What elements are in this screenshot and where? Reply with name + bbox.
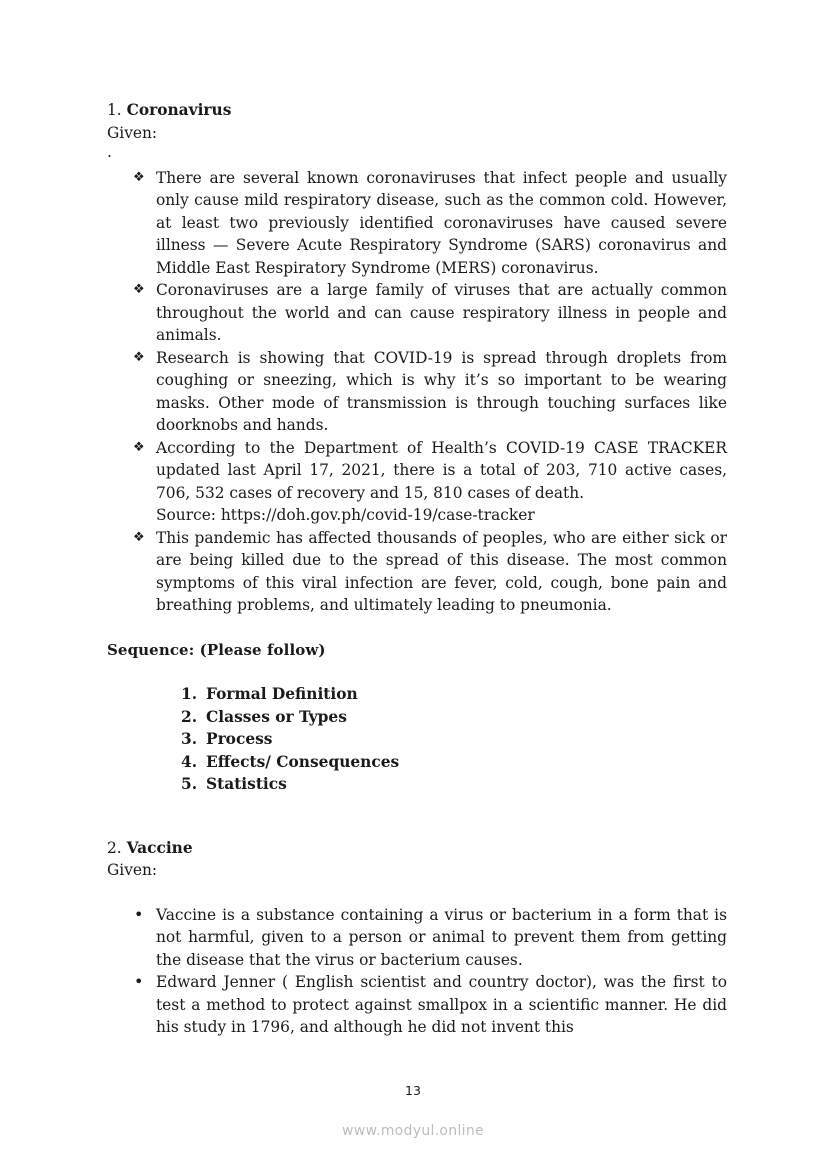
list-item xyxy=(107,971,727,1039)
round-bullet-icon: • xyxy=(134,904,144,924)
spacer xyxy=(107,796,727,837)
sequence-item-number: 1. xyxy=(181,685,198,703)
list-item-text: Vaccine is a substance containing a virus or bacterium in a form that is not harmful, given to a person or animal to prevent them from getting the disease that the virus or bacterium causes. xyxy=(156,905,727,969)
document-page xyxy=(107,99,727,1039)
section-number: 2. xyxy=(107,838,122,857)
diamond-dots-icon: ❖ xyxy=(133,169,145,185)
vaccine-facts-list xyxy=(107,904,727,1039)
sequence-item xyxy=(181,683,727,706)
list-item xyxy=(107,347,727,437)
sequence-item xyxy=(181,706,727,729)
stray-dot: . xyxy=(107,143,112,161)
diamond-dots-icon: ❖ xyxy=(133,282,145,297)
section-title: Vaccine xyxy=(126,838,193,857)
sequence-item-label: Classes or Types xyxy=(206,707,347,726)
list-item xyxy=(107,279,727,347)
section-heading-vaccine xyxy=(107,837,727,860)
coronavirus-facts-list xyxy=(107,167,727,617)
list-item xyxy=(107,167,727,280)
list-item-text: This pandemic has affected thousands of peoples, who are either sick or are being killed due to the spread of this disease. The most common symptoms of this viral infection are fever, cold, cough, bone pain and breathing problems, and ultimately leading to pneumonia. xyxy=(156,528,727,614)
sequence-item-label: Effects/ Consequences xyxy=(206,752,400,771)
sequence-item-label: Statistics xyxy=(206,775,287,793)
list-item xyxy=(107,527,727,617)
sequence-item xyxy=(181,773,727,796)
list-item-text: There are several known coronaviruses that infect people and usually only cause mild respiratory disease, such as the common cold. However, at least two previously identified coronaviruses have caused severe illness — Severe Acute Respiratory Syndrome (SARS) coronavirus and Middle East Respiratory Syndrome (MERS) coronavirus. xyxy=(156,168,727,277)
list-item-text: Coronaviruses are a large family of viruses that are actually common throughout the world and can cause respiratory illness in people and animals. xyxy=(156,281,727,344)
sequence-item-number: 3. xyxy=(181,730,198,748)
section-title: Coronavirus xyxy=(126,101,232,119)
sequence-item-label: Formal Definition xyxy=(206,685,358,703)
sequence-item-label: Process xyxy=(206,730,273,748)
diamond-dots-icon: ❖ xyxy=(133,529,145,545)
sequence-item-number: 5. xyxy=(181,775,198,793)
section-number: 1. xyxy=(107,101,122,119)
sequence-item-number: 2. xyxy=(181,707,198,726)
list-item xyxy=(107,904,727,972)
sequence-item xyxy=(181,728,727,751)
watermark: www.modyul.online xyxy=(342,1123,484,1139)
diamond-dots-icon: ❖ xyxy=(133,349,145,365)
sequence-list xyxy=(107,683,727,796)
list-item-text: Edward Jenner ( English scientist and country doctor), was the first to test a method to protect against smallpox in a scientific manner. He did his study in 1796, and although he did not invent this xyxy=(156,973,727,1036)
round-bullet-icon: • xyxy=(134,972,144,991)
source-citation: Source: https://doh.gov.ph/covid-19/case-tracker xyxy=(156,506,535,524)
page-number: 13 xyxy=(405,1083,421,1098)
diamond-dots-icon: ❖ xyxy=(133,439,145,455)
sequence-item xyxy=(181,751,727,774)
section-heading-coronavirus xyxy=(107,99,727,122)
list-item xyxy=(107,437,727,527)
given-label: Given: xyxy=(107,123,158,142)
list-item-text: Research is showing that COVID-19 is spread through droplets from coughing or sneezing, which is why it’s so important to be wearing masks. Other mode of transmission is through touching surfaces like doorknobs and hands. xyxy=(156,348,727,434)
sequence-heading: Sequence: (Please follow) xyxy=(107,640,326,659)
list-item-text: According to the Department of Health’s COVID-19 CASE TRACKER updated last April 17, 2021, there is a total of 203, 710 active cases, 706, 532 cases of recovery and 15, 810 cases of death. xyxy=(156,438,727,502)
sequence-item-number: 4. xyxy=(181,752,198,771)
spacer xyxy=(107,882,727,904)
given-label: Given: xyxy=(107,861,158,879)
